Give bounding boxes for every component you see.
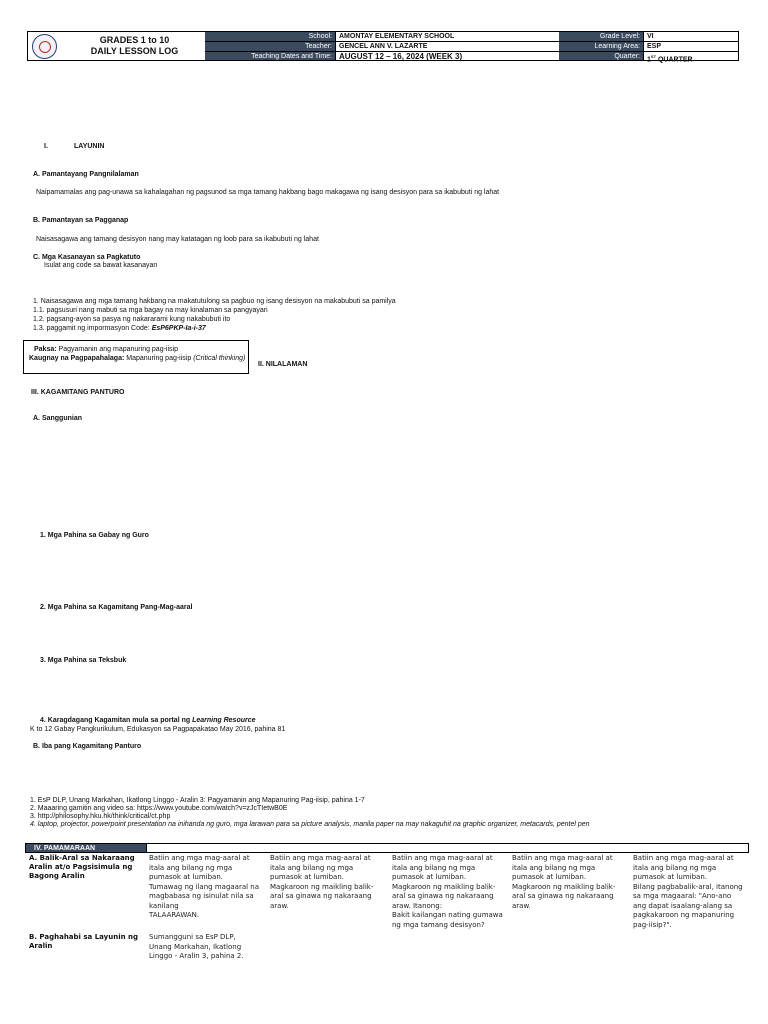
table-cell: Batiin ang mga mag-aaral at itala ang bilang ng mga pumasok at lumiban. Magkaroon ng maikling balik-aral sa ginawa ng nakaraang araw. <box>512 854 616 910</box>
table-cell: Sumangguni sa EsP DLP, Unang Markahan, Ikatlong Linggo - Aralin 3, pahina 2. <box>149 933 244 960</box>
kasanayan-item: 1.3. paggamit ng impormasyon Code: EsP6PKP-Ia-i-37 <box>33 325 206 332</box>
teacher-value: GENCEL ANN V. LAZARTE <box>335 42 559 50</box>
table-cell: Batiin ang mga mag-aaral at itala ang bilang ng mga pumasok at lumiban. Magkaroon ng maikling balik-aral sa ginawa ng nakaraang araw. <box>270 854 374 910</box>
kasanayan-item: 1.2. pagsang-ayon sa pasya ng nakararami kung nakabubuti ito <box>33 316 231 323</box>
grade-value: VI <box>643 32 738 41</box>
pamamaraan-header-fill <box>147 843 749 853</box>
iba-pang-item: 2. Maaaring gamitin ang video sa: https://www.youtube.com/watch?v=zJcTIetwB0E <box>30 805 288 812</box>
paksa-line: Paksa: Pagyamanin ang mapanuring pag-iisip <box>34 346 178 353</box>
area-value: ESP <box>643 42 738 50</box>
karagdagang-text: K to 12 Gabay Pangkurikulum, Edukasyon sa Pagpapakatao May 2016, pahina 81 <box>30 726 286 733</box>
karagdagang-heading: 4. Karagdagang Kagamitan mula sa portal ng Learning Resource <box>40 717 256 724</box>
quarter-label: Quarter: <box>559 52 643 60</box>
row-label: B. Paghahabi sa Layunin ng Aralin <box>29 933 139 950</box>
iba-pang-heading: B. Iba pang Kagamitang Panturo <box>33 743 142 750</box>
table-cell: Batiin ang mga mag-aaral at itala ang bilang ng mga pumasok at lumiban. Bilang pagbabalik-aral, itanong sa mga magaaral: "Ano-ano ang dapat isaalang-alang sa pagkakaroon ng mapanuring pag-iisip?". <box>633 854 743 929</box>
competency-code: EsP6PKP-Ia-i-37 <box>151 325 206 332</box>
gabay-guro-heading: 1. Mga Pahina sa Gabay ng Guro <box>40 532 149 539</box>
header-row-3 <box>205 51 738 63</box>
kasanayan-heading: C. Mga Kasanayan sa Pagkatuto <box>33 254 141 261</box>
table-cell: Batiin ang mga mag-aaral at itala ang bilang ng mga pumasok at lumiban. Magkaroon ng maikling balik-aral sa ginawa ng nakaraang araw. Itanong: Bakit kailangan nating gumawa ng mga tamang desisyon? <box>392 854 503 929</box>
header-info-grid <box>205 32 738 63</box>
pamantayang-text: Naipamamalas ang pag-unawa sa kahalagahan ng pagsunod sa mga tamang hakbang bago makagawa ng isang desisyon para sa ikabubuti ng lahat <box>36 189 500 196</box>
layunin-heading: LAYUNIN <box>74 143 105 150</box>
school-label: School: <box>205 32 335 41</box>
kasanayan-sub: Isulat ang code sa bawat kasanayan <box>44 262 158 269</box>
pamamaraan-table <box>25 843 749 960</box>
area-label: Learning Area: <box>559 42 643 50</box>
pagganap-heading: B. Pamantayan sa Pagganap <box>33 217 129 224</box>
pamamaraan-header: IV. PAMAMARAAN <box>25 843 147 853</box>
grade-label: Grade Level: <box>559 32 643 41</box>
dates-value: AUGUST 12 – 16, 2024 (WEEK 3) <box>335 52 559 60</box>
layunin-number: I. <box>44 143 48 150</box>
iba-pang-item: 4. laptop, projector, powerpoint presentation na inihanda ng guro, mga larawan para sa picture analysis, manila paper na may nakaguhit na graphic organizer, metacards, pentel pen <box>30 821 590 828</box>
header-block <box>27 31 739 61</box>
kasanayan-item: 1. Naisasagawa ang mga tamang hakbang na makatutulong sa pagbuo ng isang desisyon na makabubuti sa pamilya <box>33 298 396 305</box>
iba-pang-item: 1. EsP DLP, Unang Markahan, Ikatlong Linggo - Aralin 3: Pagyamanin ang Mapanuring Pag-iisip, pahina 1-7 <box>30 797 365 804</box>
paksa-box <box>23 340 249 374</box>
dates-label: Teaching Dates and Time: <box>205 52 335 60</box>
quarter-value: 1ST QUARTER <box>643 52 738 60</box>
pagganap-text: Naisasagawa ang tamang desisyon nang may katatagan ng loob para sa ikabubuti ng lahat <box>36 236 319 243</box>
kagamitang-mag-aaral-heading: 2. Mga Pahina sa Kagamitang Pang-Mag-aaral <box>40 604 193 611</box>
header-row-2 <box>205 41 738 50</box>
pamantayang-heading: A. Pamantayang Pangnilalaman <box>33 171 139 178</box>
kaugnay-line: Kaugnay na Pagpapahalaga: Mapanuring pag-iisip (Critical thinking) <box>29 355 246 362</box>
kagamitan-heading: III. KAGAMITANG PANTURO <box>31 389 125 396</box>
kasanayan-item: 1.1. pagsusuri nang mabuti sa mga bagay na may kinalaman sa pangyayari <box>33 307 268 314</box>
iba-pang-item: 3. http://philosophy.hku.hk/think/critical/ct.php <box>30 813 171 820</box>
sanggunian-heading: A. Sanggunian <box>33 415 82 422</box>
table-cell: Batiin ang mga mag-aaral at itala ang bilang ng mga pumasok at lumiban. Tumawag ng ilang magaaral na magbabasa ng isinulat nila sa kanilang TALAARAWAN. <box>149 854 260 919</box>
document-title: GRADES 1 to 10 DAILY LESSON LOG <box>90 35 179 56</box>
deped-seal-icon <box>32 34 57 59</box>
teacher-label: Teacher: <box>205 42 335 50</box>
row-label: A. Balik-Aral sa Nakaraang Aralin at/o Pagsisimula ng Bagong Aralin <box>29 854 135 880</box>
nilalaman-heading: II. NILALAMAN <box>258 361 308 368</box>
header-row-1 <box>205 32 738 41</box>
teksbuk-heading: 3. Mga Pahina sa Teksbuk <box>40 657 127 664</box>
school-value: AMONTAY ELEMENTARY SCHOOL <box>335 32 559 41</box>
